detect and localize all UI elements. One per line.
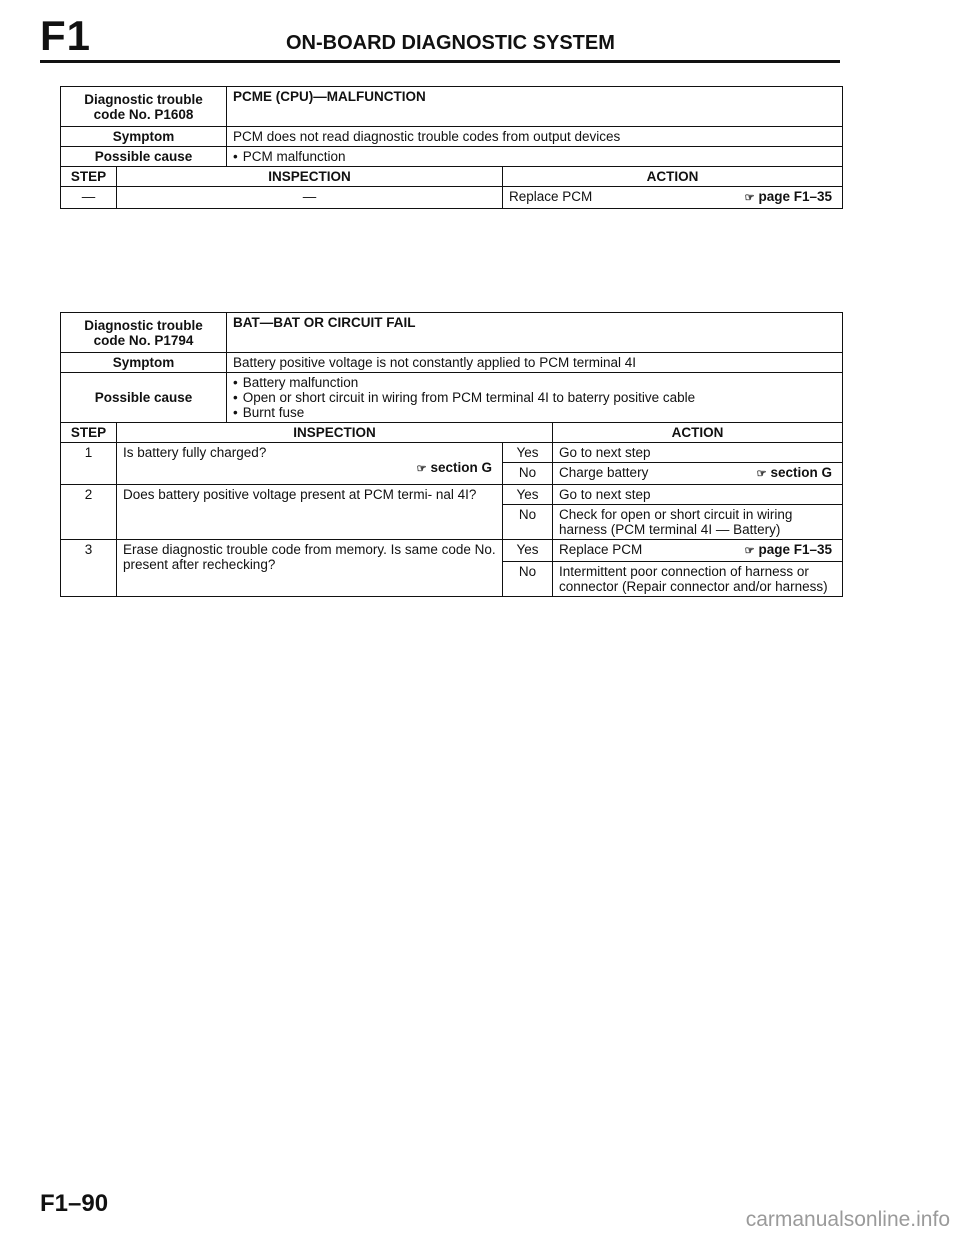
step-header: STEP (61, 167, 117, 187)
watermark: carmanualsonline.info (745, 1208, 950, 1231)
dtc-table-p1608 (60, 86, 843, 209)
cause-list (233, 375, 836, 420)
inspection-text: Erase diagnostic trouble code from memory. Is same code No. present after rechecking? (117, 540, 503, 597)
reference-link[interactable] (757, 465, 836, 482)
yes-label: Yes (503, 443, 553, 463)
yes-action: Replace PCM (559, 542, 643, 557)
dtc-label: Diagnostic trouble (84, 317, 203, 333)
yes-action: Go to next step (553, 443, 843, 463)
cause-item: • Battery malfunction (233, 375, 836, 390)
dtc-name: BAT—BAT OR CIRCUIT FAIL (227, 313, 843, 353)
header-rule (40, 60, 840, 63)
inspection-header: INSPECTION (117, 423, 553, 443)
step-header: STEP (61, 423, 117, 443)
reference-link[interactable] (745, 189, 836, 206)
yes-action: Go to next step (553, 485, 843, 505)
dtc-table-p1794 (60, 312, 843, 597)
reference-link[interactable] (745, 542, 836, 559)
dtc-name: PCME (CPU)—MALFUNCTION (227, 87, 843, 127)
step-number: — (61, 187, 117, 209)
dtc-code: code No. P1608 (93, 106, 194, 122)
cause-label: Possible cause (61, 373, 227, 423)
inspection-header: INSPECTION (117, 167, 503, 187)
symptom-text: Battery positive voltage is not constantly applied to PCM terminal 4I (227, 353, 843, 373)
inspection-text: Is battery fully charged? (123, 445, 267, 460)
reference-text: page F1–35 (758, 542, 833, 557)
action-header: ACTION (503, 167, 843, 187)
step-number: 2 (61, 485, 117, 540)
action-text: Replace PCM (509, 189, 593, 204)
dtc-label: Diagnostic trouble (84, 91, 203, 107)
inspection-cell (117, 443, 503, 485)
cause-list (233, 149, 836, 164)
symptom-label: Symptom (61, 353, 227, 373)
step-number: 1 (61, 443, 117, 485)
pointing-hand-icon: ☞ (756, 468, 767, 480)
reference-text: section G (430, 460, 493, 475)
no-label: No (503, 505, 553, 540)
cause-item: • PCM malfunction (233, 149, 836, 164)
pointing-hand-icon: ☞ (744, 545, 755, 557)
no-label: No (503, 463, 553, 485)
dtc-label-cell (61, 313, 227, 353)
page-title: ON-BOARD DIAGNOSTIC SYSTEM (286, 32, 615, 54)
yes-action-cell (553, 540, 843, 562)
inspection-text: Does battery positive voltage present at PCM termi- nal 4I? (117, 485, 503, 540)
pointing-hand-icon: ☞ (416, 463, 427, 475)
page-number: F1–90 (40, 1190, 109, 1217)
symptom-text: PCM does not read diagnostic trouble codes from output devices (227, 127, 843, 147)
cause-cell (227, 373, 843, 423)
dtc-code: code No. P1794 (93, 332, 194, 348)
reference-text: page F1–35 (758, 189, 833, 204)
yes-label: Yes (503, 540, 553, 562)
cause-label: Possible cause (61, 147, 227, 167)
reference-text: section G (770, 465, 833, 480)
no-action: Check for open or short circuit in wiring harness (PCM terminal 4I — Battery) (553, 505, 843, 540)
cause-item: • Burnt fuse (233, 405, 836, 420)
no-label: No (503, 562, 553, 597)
reference-link[interactable] (417, 460, 496, 477)
no-action-cell (553, 463, 843, 485)
yes-label: Yes (503, 485, 553, 505)
inspection-text: — (117, 187, 503, 209)
action-header: ACTION (553, 423, 843, 443)
pointing-hand-icon: ☞ (744, 192, 755, 204)
action-cell (503, 187, 843, 209)
cause-item: • Open or short circuit in wiring from PCM terminal 4I to baterry positive cable (233, 390, 836, 405)
no-action: Intermittent poor connection of harness or connector (Repair connector and/or harness) (553, 562, 843, 597)
no-action: Charge battery (559, 465, 649, 480)
step-number: 3 (61, 540, 117, 597)
symptom-label: Symptom (61, 127, 227, 147)
dtc-label-cell (61, 87, 227, 127)
section-id: F1 (40, 12, 92, 59)
cause-cell (227, 147, 843, 167)
